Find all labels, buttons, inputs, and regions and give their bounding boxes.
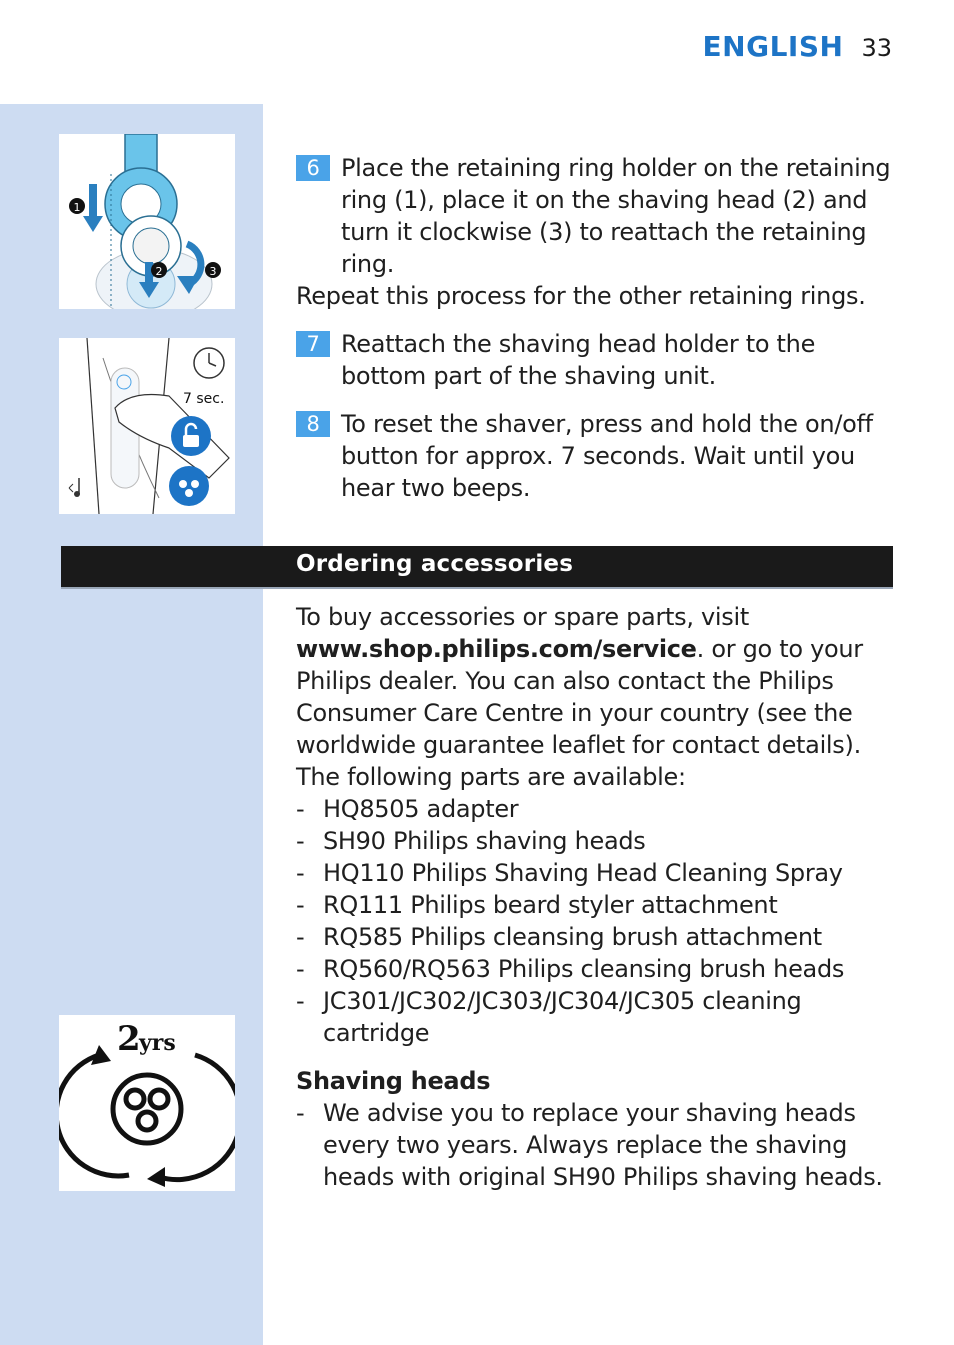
figure-pointer-3 (235, 1082, 263, 1114)
shaving-heads-title: Shaving heads (296, 1067, 491, 1095)
language-label: ENGLISH (702, 30, 844, 63)
years-unit: yrs (139, 1030, 176, 1056)
part-name: HQ8505 adapter (323, 795, 519, 823)
replacement-interval-drawing (59, 1015, 235, 1191)
list-item (296, 857, 896, 889)
shaving-heads-advice: We advise you to replace your shaving heads every two years. Always replace the shaving heads with original SH90 Philips shaving heads. (323, 1099, 883, 1191)
list-dash: - (296, 987, 305, 1015)
years-number: 2 (117, 1019, 141, 1059)
accessories-block (296, 601, 896, 1193)
part-name: RQ585 Philips cleansing brush attachment (323, 923, 822, 951)
part-name: RQ560/RQ563 Philips cleansing brush heads (323, 955, 845, 983)
step-text: Place the retaining ring holder on the retaining ring (1), place it on the shaving head (2) and turn it clockwise (3) to reattach the retaining ring. (341, 154, 891, 278)
part-name: RQ111 Philips beard styler attachment (323, 891, 778, 919)
reset-shaver-drawing (59, 338, 235, 514)
list-dash: - (296, 891, 305, 919)
marker-2: 2 (155, 265, 163, 278)
list-item (296, 953, 896, 985)
step-8 (296, 408, 896, 504)
intro-text-after: . or go to your Philips dealer. You can also contact the Philips Consumer Care Centre in your country (see the worldwide guarantee leaflet for contact details). (296, 635, 863, 759)
list-item (296, 1097, 896, 1193)
accessories-intro (296, 601, 896, 761)
step-number-badge: 7 (296, 331, 330, 357)
section-title: Ordering accessories (296, 551, 574, 577)
list-item (296, 825, 896, 857)
timer-label: 7 sec. (183, 391, 225, 407)
intro-text-before: To buy accessories or spare parts, visit (296, 603, 749, 631)
reset-shaver-illustration (59, 338, 235, 514)
step-text: To reset the shaver, press and hold the on/off button for approx. 7 seconds. Wait until you hear two beeps. (341, 410, 873, 502)
step-6 (296, 152, 896, 280)
part-name: SH90 Philips shaving heads (323, 827, 646, 855)
list-item (296, 793, 896, 825)
figure-pointer-2 (235, 406, 263, 438)
step-number-badge: 6 (296, 155, 330, 181)
list-dash: - (296, 859, 305, 887)
replacement-interval-illustration (59, 1015, 235, 1191)
retaining-ring-illustration (59, 134, 235, 309)
marker-3: 3 (209, 265, 217, 278)
list-dash: - (296, 923, 305, 951)
shaving-heads-list (296, 1097, 896, 1193)
page-header (703, 30, 892, 74)
part-name: HQ110 Philips Shaving Head Cleaning Spray (323, 859, 843, 887)
steps-block (296, 152, 896, 504)
list-item (296, 921, 896, 953)
list-item (296, 985, 896, 1049)
list-dash: - (296, 1099, 305, 1127)
parts-intro: The following parts are available: (296, 763, 686, 791)
parts-list (296, 793, 896, 1049)
shop-link[interactable]: www.shop.philips.com/service (296, 635, 697, 663)
marker-1: 1 (73, 201, 81, 214)
step-7 (296, 328, 896, 392)
retaining-ring-drawing (59, 134, 235, 309)
list-dash: - (296, 795, 305, 823)
repeat-note: Repeat this process for the other retaining rings. (296, 282, 866, 310)
list-dash: - (296, 955, 305, 983)
list-item (296, 889, 896, 921)
section-header-bar (61, 546, 893, 589)
part-name: JC301/JC302/JC303/JC304/JC305 cleaning cartridge (323, 987, 802, 1047)
list-dash: - (296, 827, 305, 855)
step-text: Reattach the shaving head holder to the bottom part of the shaving unit. (341, 330, 816, 390)
figure-pointer-1 (235, 150, 263, 182)
page-number: 33 (861, 34, 892, 62)
step-number-badge: 8 (296, 411, 330, 437)
